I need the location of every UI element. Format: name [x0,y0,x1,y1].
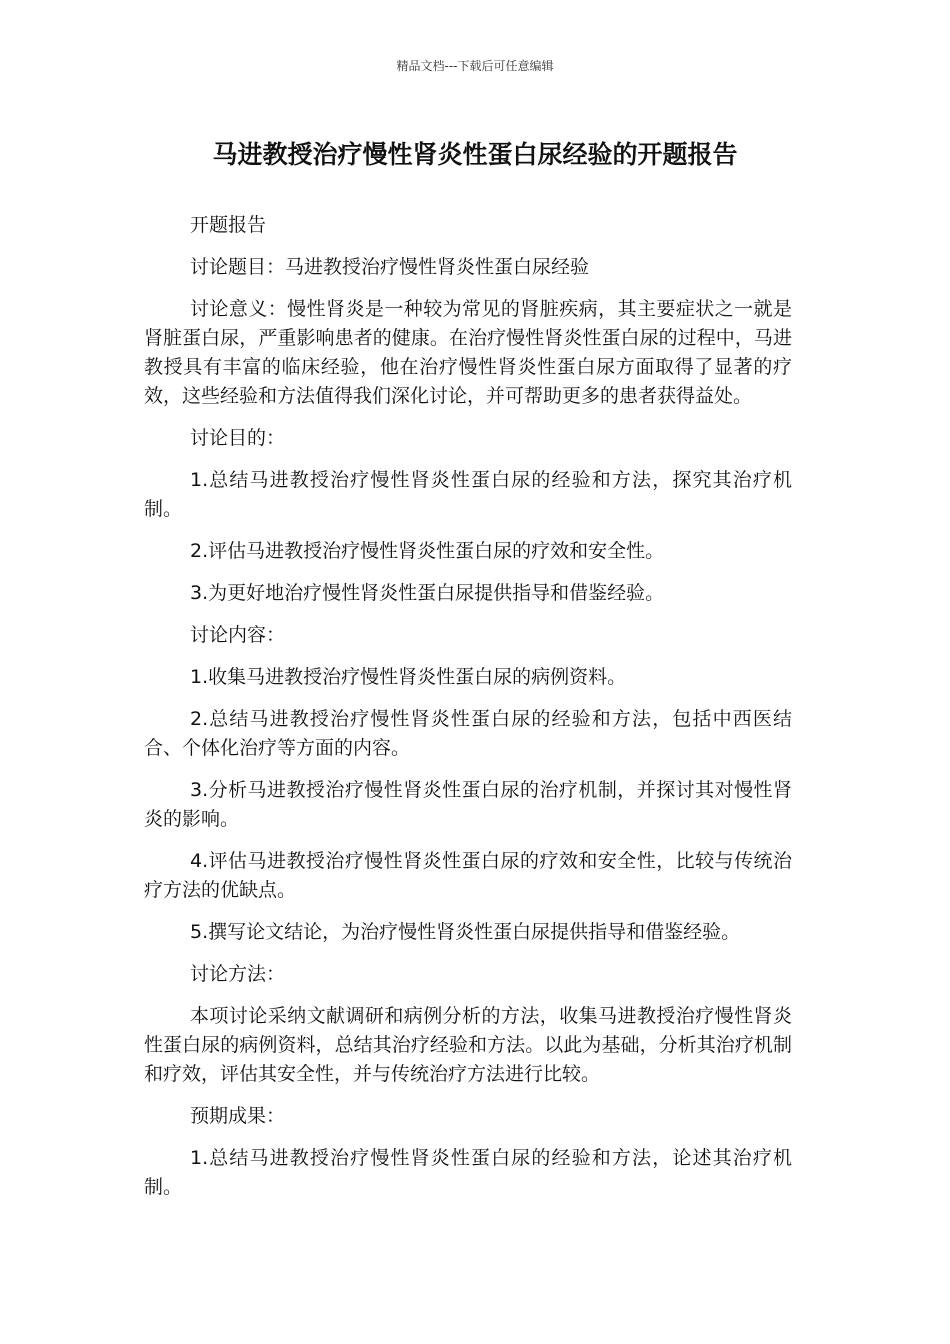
paragraph: 4.评估马进教授治疗慢性肾炎性蛋白尿的疗效和安全性，比较与传统治疗方法的优缺点。 [144,850,792,901]
document-title: 马进教授治疗慢性肾炎性蛋白尿经验的开题报告 [212,140,738,169]
paragraph: 预期成果： [190,1105,286,1127]
paragraph: 1.收集马进教授治疗慢性肾炎性蛋白尿的病例资料。 [190,666,627,688]
header-note: 精品文档---下载后可任意编辑 [396,59,554,73]
paragraph: 讨论内容： [190,624,286,646]
paragraph: 讨论目的： [190,427,286,449]
paragraph: 3.分析马进教授治疗慢性肾炎性蛋白尿的治疗机制，并探讨其对慢性肾炎的影响。 [144,779,792,830]
paragraph: 开题报告 [190,214,267,236]
paragraph: 2.评估马进教授治疗慢性肾炎性蛋白尿的疗效和安全性。 [190,540,665,562]
paragraph: 5.撰写论文结论，为治疗慢性肾炎性蛋白尿提供指导和借鉴经验。 [190,921,741,943]
paragraph: 1.总结马进教授治疗慢性肾炎性蛋白尿的经验和方法，探究其治疗机制。 [144,469,792,520]
paragraph: 本项讨论采纳文献调研和病例分析的方法，收集马进教授治疗慢性肾炎性蛋白尿的病例资料，总结其治疗经验和方法。以此为基础，分析其治疗机制和疗效，评估其安全性，并与传统治疗方法进行比较。 [144,1005,792,1085]
document-body [144,211,792,1215]
paragraph: 讨论方法： [190,963,286,985]
paragraph: 2.总结马进教授治疗慢性肾炎性蛋白尿的经验和方法，包括中西医结合、个体化治疗等方面的内容。 [144,708,792,759]
paragraph: 讨论题目：马进教授治疗慢性肾炎性蛋白尿经验 [190,256,590,278]
paragraph: 3.为更好地治疗慢性肾炎性蛋白尿提供指导和借鉴经验。 [190,582,665,604]
paragraph: 讨论意义：慢性肾炎是一种较为常见的肾脏疾病，其主要症状之一就是肾脏蛋白尿，严重影响患者的健康。在治疗慢性肾炎性蛋白尿的过程中，马进教授具有丰富的临床经验，他在治疗慢性肾炎性蛋白尿方面取得了显著的疗效，这些经验和方法值得我们深化讨论，并可帮助更多的患者获得益处。 [144,298,792,407]
paragraph: 1.总结马进教授治疗慢性肾炎性蛋白尿的经验和方法，论述其治疗机制。 [144,1147,792,1198]
